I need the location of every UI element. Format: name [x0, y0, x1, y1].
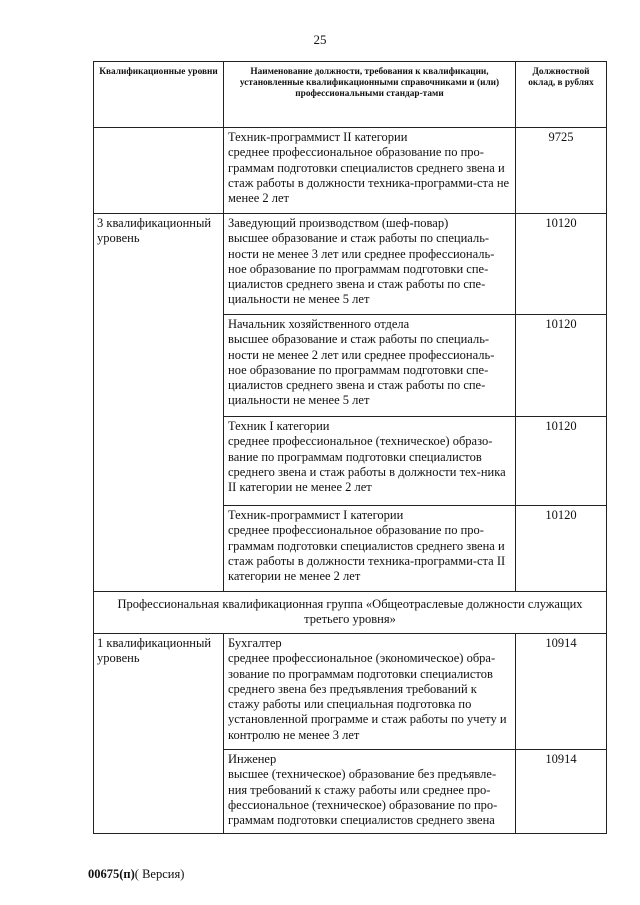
salary-cell: 10914: [516, 750, 607, 834]
table-row: [94, 634, 607, 750]
table-row: [94, 214, 607, 315]
header-position: Наименование должности, требования к квалификации, установленные квалификационными справочниками и (или) профессиональными стандар-тами: [224, 62, 516, 128]
position-title: Начальник хозяйственного отдела: [228, 317, 410, 331]
position-title: Заведующий производством (шеф-повар): [228, 216, 449, 230]
position-title: Инженер: [228, 752, 277, 766]
table-row: [94, 128, 607, 214]
salary-cell: 10120: [516, 214, 607, 315]
page-number: 25: [313, 32, 327, 47]
position-title: Техник I категории: [228, 419, 330, 433]
position-title: Техник-программист I категории: [228, 508, 404, 522]
salary-cell: 10914: [516, 634, 607, 750]
salary-cell: 9725: [516, 128, 607, 214]
table-header-row: [94, 62, 607, 128]
position-cell: [224, 417, 516, 506]
document-code: 00675(п): [88, 867, 135, 881]
position-cell: [224, 315, 516, 417]
position-title: Техник-программист II категории: [228, 130, 408, 144]
position-requirements: среднее профессиональное образование по про-граммам подготовки специалистов среднего звена и стаж работы в должности техника-программи-ста II категории не менее 2 лет: [228, 523, 506, 584]
position-cell: [224, 128, 516, 214]
level-cell: [94, 128, 224, 214]
level-cell: 1 квалификационный уровень: [94, 634, 224, 834]
position-title: Бухгалтер: [228, 636, 282, 650]
salary-cell: 10120: [516, 506, 607, 592]
position-requirements: среднее профессиональное (экономическое) обра-зование по программам подготовки специалистов среднего звена без предъявления требований к стажу работы или специальная подготовка по установленной программе и стаж работы по учету и контролю не менее 3 лет: [228, 651, 507, 742]
document-footer: [88, 867, 184, 882]
position-requirements: среднее профессиональное образование по про-граммам подготовки специалистов среднего звена и стаж работы в должности техника-программи-ста не менее 2 лет: [228, 145, 510, 206]
group-heading: Профессиональная квалификационная группа «Общеотраслевые должности служащих третьего уровня»: [94, 592, 607, 634]
position-cell: [224, 214, 516, 315]
level-cell: 3 квалификационный уровень: [94, 214, 224, 592]
document-version: ( Версия): [134, 867, 185, 881]
header-salary: Должностной оклад, в рублях: [516, 62, 607, 128]
position-cell: [224, 506, 516, 592]
qualification-table: [93, 61, 607, 834]
position-requirements: высшее образование и стаж работы по специаль-ности не менее 3 лет или среднее профессиональ-ное образование по программам подготовки спе-циалистов среднего звена и стаж работы по спе-циальности не менее 5 лет: [228, 231, 495, 307]
position-requirements: высшее (техническое) образование без предъявле-ния требований к стажу работы или среднее про-фессиональное (техническое) образование по про-граммам подготовки специалистов среднего звена: [228, 767, 498, 828]
position-requirements: высшее образование и стаж работы по специаль-ности не менее 2 лет или среднее профессиональ-ное образование по программам подготовки спе-циалистов среднего звена и стаж работы по спе-циальности не менее 5 лет: [228, 332, 495, 408]
position-requirements: среднее профессиональное (техническое) образо-вание по программам подготовки специалистов среднего звена и стаж работы в должности тех-ника II категории не менее 2 лет: [228, 434, 506, 495]
salary-cell: 10120: [516, 315, 607, 417]
position-cell: [224, 750, 516, 834]
position-cell: [224, 634, 516, 750]
salary-cell: 10120: [516, 417, 607, 506]
header-level: Квалификационные уровни: [94, 62, 224, 128]
group-heading-row: [94, 592, 607, 634]
